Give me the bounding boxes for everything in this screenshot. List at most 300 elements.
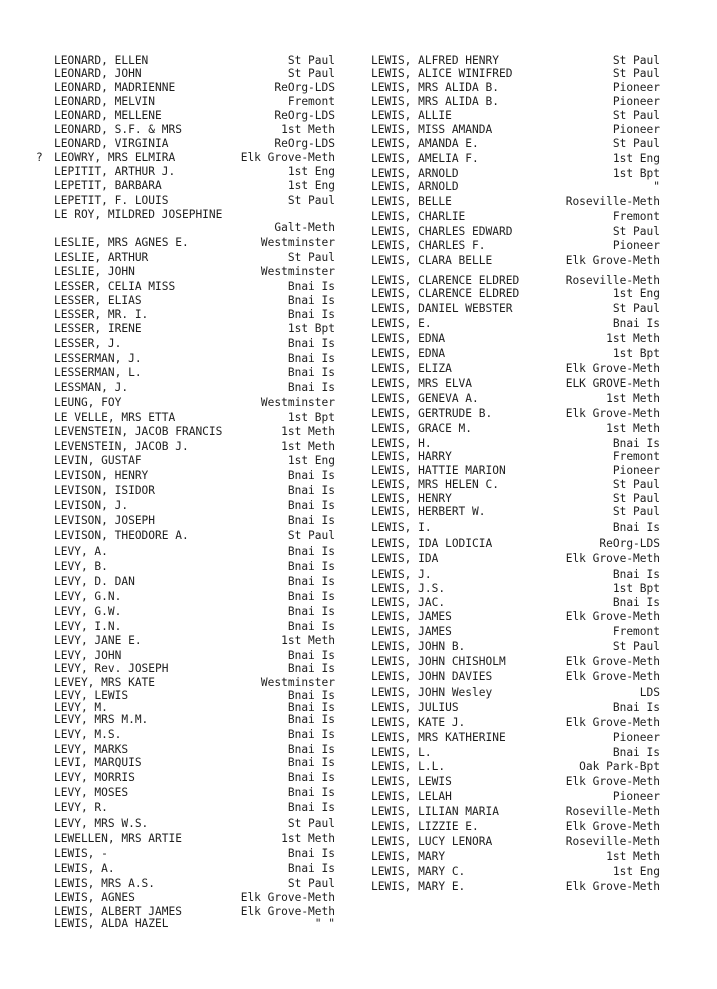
entry-name: LEWIS, JAC. — [371, 596, 446, 609]
directory-entry — [54, 892, 335, 905]
entry-church: Bnai Is — [612, 701, 660, 714]
entry-name: LEWIS, JOHN Wesley — [371, 686, 493, 699]
entry-name: LEWIS, IDA — [371, 552, 439, 565]
entry-name: LEWIS, J. — [371, 568, 432, 581]
entry-church: Elk Grove-Meth — [565, 610, 660, 623]
directory-entry — [54, 576, 335, 589]
directory-entry — [54, 281, 335, 294]
entry-church: Bnai Is — [287, 713, 335, 726]
entry-church: ReOrg-LDS — [599, 537, 660, 550]
entry-name: LEVISON, ISIDOR — [54, 484, 156, 497]
directory-entry — [54, 621, 335, 634]
entry-church: Roseville-Meth — [565, 835, 660, 848]
entry-name: LEWIS, DANIEL WEBSTER — [371, 302, 513, 315]
entry-church: Elk Grove-Meth — [565, 552, 660, 565]
entry-name: LESLIE, JOHN — [54, 265, 135, 278]
entry-name: LEWIS, JULIUS — [371, 701, 459, 714]
entry-name: LEVY, MRS M.M. — [54, 713, 149, 726]
directory-entry — [371, 110, 660, 123]
entry-church: 1st Meth — [606, 392, 660, 405]
directory-entry — [54, 382, 335, 395]
entry-name: LEWIS, HATTIE MARION — [371, 464, 506, 477]
entry-church: Elk Grove-Meth — [565, 407, 660, 420]
directory-entry — [371, 821, 660, 834]
entry-name: LEVY, MORRIS — [54, 771, 135, 784]
directory-entry — [371, 451, 660, 464]
directory-entry — [371, 717, 660, 730]
entry-church: St Paul — [612, 640, 660, 653]
entry-church: 1st Meth — [606, 850, 660, 863]
directory-entry — [54, 714, 335, 727]
directory-entry — [371, 408, 660, 421]
entry-name: LEWIS, MRS ALIDA B. — [371, 81, 499, 94]
directory-entry — [371, 702, 660, 715]
entry-name: LEWIS, JAMES — [371, 625, 452, 638]
directory-entry — [371, 522, 660, 535]
entry-name: LEWIS, JOHN CHISHOLM — [371, 655, 506, 668]
directory-entry — [371, 866, 660, 879]
entry-name: LEWIS, LILIAN MARIA — [371, 805, 499, 818]
entry-name: LEWIS, ALICE WINIFRED — [371, 67, 513, 80]
directory-entry — [371, 806, 660, 819]
entry-name: LEVY, M. — [54, 701, 108, 714]
entry-name: LEWIS, JOHN B. — [371, 640, 466, 653]
entry-name: LEVY, B. — [54, 560, 108, 573]
entry-name: LE ROY, MILDRED JOSEPHINE — [54, 208, 223, 221]
entry-name: LEWIS, ARNOLD — [371, 167, 459, 180]
entry-church: Elk Grove-Meth — [240, 891, 335, 904]
entry-church: Bnai Is — [287, 545, 335, 558]
directory-entry — [54, 96, 335, 109]
directory-entry — [54, 353, 335, 366]
entry-church: 1st Eng — [287, 454, 335, 467]
entry-church: 1st Eng — [287, 179, 335, 192]
directory-entry — [371, 671, 660, 684]
entry-church: ELK GROVE-Meth — [565, 377, 660, 390]
directory-entry — [371, 732, 660, 745]
directory-entry — [371, 181, 660, 194]
entry-church: 1st Bpt — [612, 347, 660, 360]
entry-church: Bnai Is — [287, 337, 335, 350]
entry-church: ReOrg-LDS — [274, 81, 335, 94]
entry-name: LEVENSTEIN, JACOB J. — [54, 440, 189, 453]
directory-entry — [54, 663, 335, 676]
entry-church: ReOrg-LDS — [274, 137, 335, 150]
entry-church: St Paul — [612, 109, 660, 122]
directory-entry — [371, 82, 660, 95]
entry-church: Bnai Is — [287, 560, 335, 573]
entry-church: Bnai Is — [287, 786, 335, 799]
entry-church: Pioneer — [612, 81, 660, 94]
entry-church: 1st Meth — [606, 332, 660, 345]
entry-name: LEVISON, HENRY — [54, 469, 149, 482]
entry-church: " " — [314, 917, 335, 930]
entry-name: LEWIS, HENRY — [371, 492, 452, 505]
directory-entry — [371, 506, 660, 519]
entry-church: 1st Meth — [281, 832, 335, 845]
directory-entry — [54, 166, 335, 179]
entry-name: LEVY, JANE E. — [54, 634, 142, 647]
entry-church: Roseville-Meth — [565, 274, 660, 287]
directory-entry — [54, 591, 335, 604]
directory-entry — [54, 787, 335, 800]
entry-church: Bnai Is — [287, 801, 335, 814]
entry-church: Fremont — [612, 450, 660, 463]
entry-name: LEVY, M.S. — [54, 728, 122, 741]
entry-name: LESSER, MR. I. — [54, 308, 149, 321]
directory-entry — [371, 153, 660, 166]
entry-name: LEWIS, CLARENCE ELDRED — [371, 287, 520, 300]
directory-entry — [371, 597, 660, 610]
directory-entry — [54, 772, 335, 785]
directory-entry — [54, 485, 335, 498]
directory-entry — [54, 848, 335, 861]
entry-name: LEWIS, IDA LODICIA — [371, 537, 493, 550]
directory-entry — [54, 237, 335, 250]
entry-name: LEWIS, L.L. — [371, 760, 446, 773]
entry-church: Bnai Is — [287, 689, 335, 702]
entry-name: LEWIS, LUCY LENORA — [371, 835, 493, 848]
directory-entry — [54, 918, 335, 931]
entry-church: LDS — [639, 686, 660, 699]
directory-entry — [54, 195, 335, 208]
entry-church: St Paul — [287, 529, 335, 542]
entry-church: 1st Meth — [606, 422, 660, 435]
directory-entry — [54, 412, 335, 425]
directory-entry — [54, 802, 335, 815]
entry-name: LESLIE, MRS AGNES E. — [54, 236, 189, 249]
directory-entry — [54, 323, 335, 336]
directory-entry — [371, 656, 660, 669]
directory-entry — [371, 553, 660, 566]
directory-entry — [54, 124, 335, 137]
entry-name: LEUNG, FOY — [54, 396, 122, 409]
directory-entry — [54, 367, 335, 380]
entry-church: Bnai Is — [612, 317, 660, 330]
directory-entry — [371, 836, 660, 849]
entry-church: St Paul — [612, 225, 660, 238]
directory-entry — [54, 252, 335, 265]
directory-entry — [54, 180, 335, 193]
entry-church: Roseville-Meth — [565, 805, 660, 818]
directory-entry — [54, 266, 335, 279]
directory-entry — [371, 378, 660, 391]
directory-entry — [54, 295, 335, 308]
directory-entry — [54, 606, 335, 619]
entry-name: LEWIS, MARY C. — [371, 865, 466, 878]
entry-name: LEVISON, THEODORE A. — [54, 529, 189, 542]
entry-church: St Paul — [612, 67, 660, 80]
entry-name: LEVISON, JOSEPH — [54, 514, 156, 527]
directory-entry — [371, 538, 660, 551]
entry-church: ReOrg-LDS — [274, 109, 335, 122]
entry-name: LEWIS, CHARLES EDWARD — [371, 225, 513, 238]
entry-church: Elk Grove-Meth — [240, 905, 335, 918]
entry-church: Oak Park-Bpt — [579, 760, 660, 773]
directory-entry — [371, 255, 660, 268]
directory-entry — [371, 348, 660, 361]
entry-name: LEWIS, GRACE M. — [371, 422, 473, 435]
directory-entry — [54, 455, 335, 468]
directory-entry — [54, 818, 335, 831]
entry-name: LEWIS, ALDA HAZEL — [54, 917, 169, 930]
entry-name: LESSMAN, J. — [54, 381, 129, 394]
entry-church: St Paul — [287, 877, 335, 890]
directory-entry — [371, 423, 660, 436]
entry-name: LEWIS, KATE J. — [371, 716, 466, 729]
directory-entry — [371, 583, 660, 596]
entry-church: Bnai Is — [287, 649, 335, 662]
directory-entry — [371, 687, 660, 700]
entry-name: LEWIS, J.S. — [371, 582, 446, 595]
entry-church: Bnai Is — [287, 280, 335, 293]
entry-church: Bnai Is — [287, 605, 335, 618]
entry-name: LESSER, ELIAS — [54, 294, 142, 307]
directory-entry — [371, 303, 660, 316]
directory-entry — [54, 878, 335, 891]
entry-church: Pioneer — [612, 464, 660, 477]
entry-church: 1st Bpt — [287, 411, 335, 424]
entry-name: LESSER, IRENE — [54, 322, 142, 335]
entry-name: LEVY, R. — [54, 801, 108, 814]
entry-name: LEWELLEN, MRS ARTIE — [54, 832, 182, 845]
entry-church: Bnai Is — [287, 728, 335, 741]
entry-name: LEWIS, HERBERT W. — [371, 505, 486, 518]
entry-church: " — [653, 180, 660, 193]
entry-name: LEWIS, CHARLES F. — [371, 239, 486, 252]
entry-name: LEVY, I.N. — [54, 620, 122, 633]
entry-name: LEWIS, L. — [371, 746, 432, 759]
entry-church: Bnai Is — [287, 590, 335, 603]
entry-church: Galt-Meth — [274, 221, 335, 234]
entry-church: Elk Grove-Meth — [565, 775, 660, 788]
entry-name: LEWIS, ELIZA — [371, 362, 452, 375]
directory-entry — [371, 465, 660, 478]
directory-entry — [371, 138, 660, 151]
entry-name: LESSER, CELIA MISS — [54, 280, 176, 293]
entry-name: LEVY, Rev. JOSEPH — [54, 662, 169, 675]
entry-name: LEWIS, CLARENCE ELDRED — [371, 274, 520, 287]
directory-entry — [371, 363, 660, 376]
entry-name: LESSERMAN, L. — [54, 366, 142, 379]
entry-name: LEONARD, MELVIN — [54, 95, 156, 108]
directory-entry — [371, 211, 660, 224]
entry-name: LESSER, J. — [54, 337, 122, 350]
entry-name: LEONARD, MELLENE — [54, 109, 162, 122]
entry-church: 1st Bpt — [287, 322, 335, 335]
entry-church: Elk Grove-Meth — [565, 716, 660, 729]
entry-name: LEWIS, LEWIS — [371, 775, 452, 788]
query-marker: ? — [36, 151, 43, 164]
entry-church: Pioneer — [612, 790, 660, 803]
entry-church: Bnai Is — [287, 499, 335, 512]
entry-church: St Paul — [612, 54, 660, 67]
directory-entry — [54, 309, 335, 322]
entry-name: LESSERMAN, J. — [54, 352, 142, 365]
entry-name: LEPETIT, F. LOUIS — [54, 194, 169, 207]
entry-church: Fremont — [287, 95, 335, 108]
directory-entry — [54, 82, 335, 95]
entry-name: LEVENSTEIN, JACOB FRANCIS — [54, 425, 223, 438]
entry-name: LEOWRY, MRS ELMIRA — [54, 151, 176, 164]
directory-entry — [54, 138, 335, 151]
entry-church: Roseville-Meth — [565, 195, 660, 208]
directory-entry — [371, 288, 660, 301]
entry-church: St Paul — [612, 302, 660, 315]
entry-church: Bnai Is — [287, 294, 335, 307]
entry-church: Bnai Is — [287, 514, 335, 527]
entry-name: LEWIS, MRS ELVA — [371, 377, 473, 390]
directory-entry — [54, 530, 335, 543]
entry-name: LEWIS, CHARLIE — [371, 210, 466, 223]
entry-church: Bnai Is — [287, 662, 335, 675]
entry-church: 1st Eng — [612, 152, 660, 165]
directory-entry — [54, 441, 335, 454]
directory-entry — [54, 470, 335, 483]
entry-name: LEWIS, CLARA BELLE — [371, 254, 493, 267]
entry-name: LEWIS, LIZZIE E. — [371, 820, 479, 833]
entry-name: LEVY, LEWIS — [54, 689, 129, 702]
entry-church: Bnai Is — [287, 620, 335, 633]
entry-name: LEWIS, MRS A.S. — [54, 877, 156, 890]
entry-name: LEWIS, LELAH — [371, 790, 452, 803]
entry-name: LEWIS, EDNA — [371, 347, 446, 360]
entry-church: 1st Bpt — [612, 167, 660, 180]
directory-entry — [54, 757, 335, 770]
entry-church: 1st Eng — [287, 165, 335, 178]
entry-name: LEWIS, JOHN DAVIES — [371, 670, 493, 683]
entry-name: LEWIS, HARRY — [371, 450, 452, 463]
directory-entry — [54, 729, 335, 742]
entry-church: Westminster — [260, 265, 335, 278]
entry-name: LEWIS, I. — [371, 521, 432, 534]
entry-church: Bnai Is — [287, 743, 335, 756]
entry-church: Elk Grove-Meth — [565, 362, 660, 375]
entry-name: LEVY, D. DAN — [54, 575, 135, 588]
entry-name: LEWIS, ALLIE — [371, 109, 452, 122]
directory-entry — [54, 426, 335, 439]
directory-entry — [371, 747, 660, 760]
directory-entry — [54, 222, 335, 235]
entry-name: LEWIS, - — [54, 847, 108, 860]
entry-church: Westminster — [260, 676, 335, 689]
entry-name: LEWIS, AMELIA F. — [371, 152, 479, 165]
entry-church: Elk Grove-Meth — [565, 880, 660, 893]
entry-church: Bnai Is — [287, 352, 335, 365]
directory-entry — [371, 68, 660, 81]
entry-church: Bnai Is — [612, 437, 660, 450]
entry-name: LE VELLE, MRS ETTA — [54, 411, 176, 424]
entry-church: St Paul — [287, 67, 335, 80]
entry-name: LEWIS, E. — [371, 317, 432, 330]
entry-church: St Paul — [287, 817, 335, 830]
entry-name: LEWIS, ALBERT JAMES — [54, 905, 182, 918]
entry-church: Bnai Is — [287, 575, 335, 588]
directory-entry — [54, 833, 335, 846]
directory-entry — [54, 68, 335, 81]
directory-entry — [371, 851, 660, 864]
entry-church: Elk Grove-Meth — [565, 254, 660, 267]
entry-church: Westminster — [260, 236, 335, 249]
entry-name: LEONARD, S.F. & MRS — [54, 123, 182, 136]
entry-name: LEVIN, GUSTAF — [54, 454, 142, 467]
entry-church: Bnai Is — [287, 484, 335, 497]
entry-church: 1st Meth — [281, 425, 335, 438]
directory-entry — [54, 397, 335, 410]
directory-entry — [371, 196, 660, 209]
directory-entry — [371, 791, 660, 804]
entry-name: LEVEY, MRS KATE — [54, 676, 156, 689]
entry-church: Bnai Is — [287, 469, 335, 482]
directory-entry — [371, 226, 660, 239]
directory-entry — [371, 776, 660, 789]
directory-entry — [371, 479, 660, 492]
directory-entry — [54, 635, 335, 648]
entry-name: LEWIS, ARNOLD — [371, 180, 459, 193]
entry-name: LEWIS, MARY E. — [371, 880, 466, 893]
entry-name: LEVY, MRS W.S. — [54, 817, 149, 830]
entry-church: St Paul — [287, 251, 335, 264]
entry-name: LEONARD, JOHN — [54, 67, 142, 80]
directory-entry — [371, 96, 660, 109]
entry-church: Elk Grove-Meth — [565, 655, 660, 668]
entry-church: Bnai Is — [287, 366, 335, 379]
entry-name: LEVISON, J. — [54, 499, 129, 512]
entry-name: LEONARD, MADRIENNE — [54, 81, 176, 94]
directory-entry — [371, 641, 660, 654]
directory-entry — [371, 240, 660, 253]
entry-name: LEVY, MARKS — [54, 743, 129, 756]
entry-church: St Paul — [287, 194, 335, 207]
entry-name: LEWIS, AGNES — [54, 891, 135, 904]
entry-church: Pioneer — [612, 239, 660, 252]
entry-church: Pioneer — [612, 95, 660, 108]
entry-name: LEWIS, JAMES — [371, 610, 452, 623]
entry-church: Westminster — [260, 396, 335, 409]
entry-name: LESLIE, ARTHUR — [54, 251, 149, 264]
directory-entry — [371, 881, 660, 894]
entry-church: St Paul — [612, 505, 660, 518]
entry-name: LEWIS, AMANDA E. — [371, 137, 479, 150]
entry-name: LEWIS, MRS ALIDA B. — [371, 95, 499, 108]
entry-church: 1st Meth — [281, 440, 335, 453]
entry-church: 1st Meth — [281, 634, 335, 647]
entry-name: LEWIS, MRS HELEN C. — [371, 478, 499, 491]
entry-name: LEWIS, MISS AMANDA — [371, 123, 493, 136]
directory-entry — [36, 151, 335, 165]
entry-church: Bnai Is — [287, 862, 335, 875]
entry-church: Bnai Is — [287, 771, 335, 784]
directory-entry — [54, 500, 335, 513]
entry-church: Fremont — [612, 210, 660, 223]
entry-name: LEONARD, VIRGINIA — [54, 137, 169, 150]
directory-entry — [371, 318, 660, 331]
entry-name: LEWIS, MARY — [371, 850, 446, 863]
directory-entry — [371, 393, 660, 406]
entry-name: LEONARD, ELLEN — [54, 54, 149, 67]
entry-church: Bnai Is — [612, 568, 660, 581]
entry-church: Pioneer — [612, 731, 660, 744]
entry-church: St Paul — [612, 492, 660, 505]
directory-entry — [371, 626, 660, 639]
directory-entry — [54, 110, 335, 123]
entry-name: LEPITIT, ARTHUR J. — [54, 165, 176, 178]
entry-name: LEWIS, MRS KATHERINE — [371, 731, 506, 744]
entry-name: LEVY, G.W. — [54, 605, 122, 618]
entry-church: Bnai Is — [287, 701, 335, 714]
directory-entry — [54, 863, 335, 876]
directory-entry — [54, 515, 335, 528]
